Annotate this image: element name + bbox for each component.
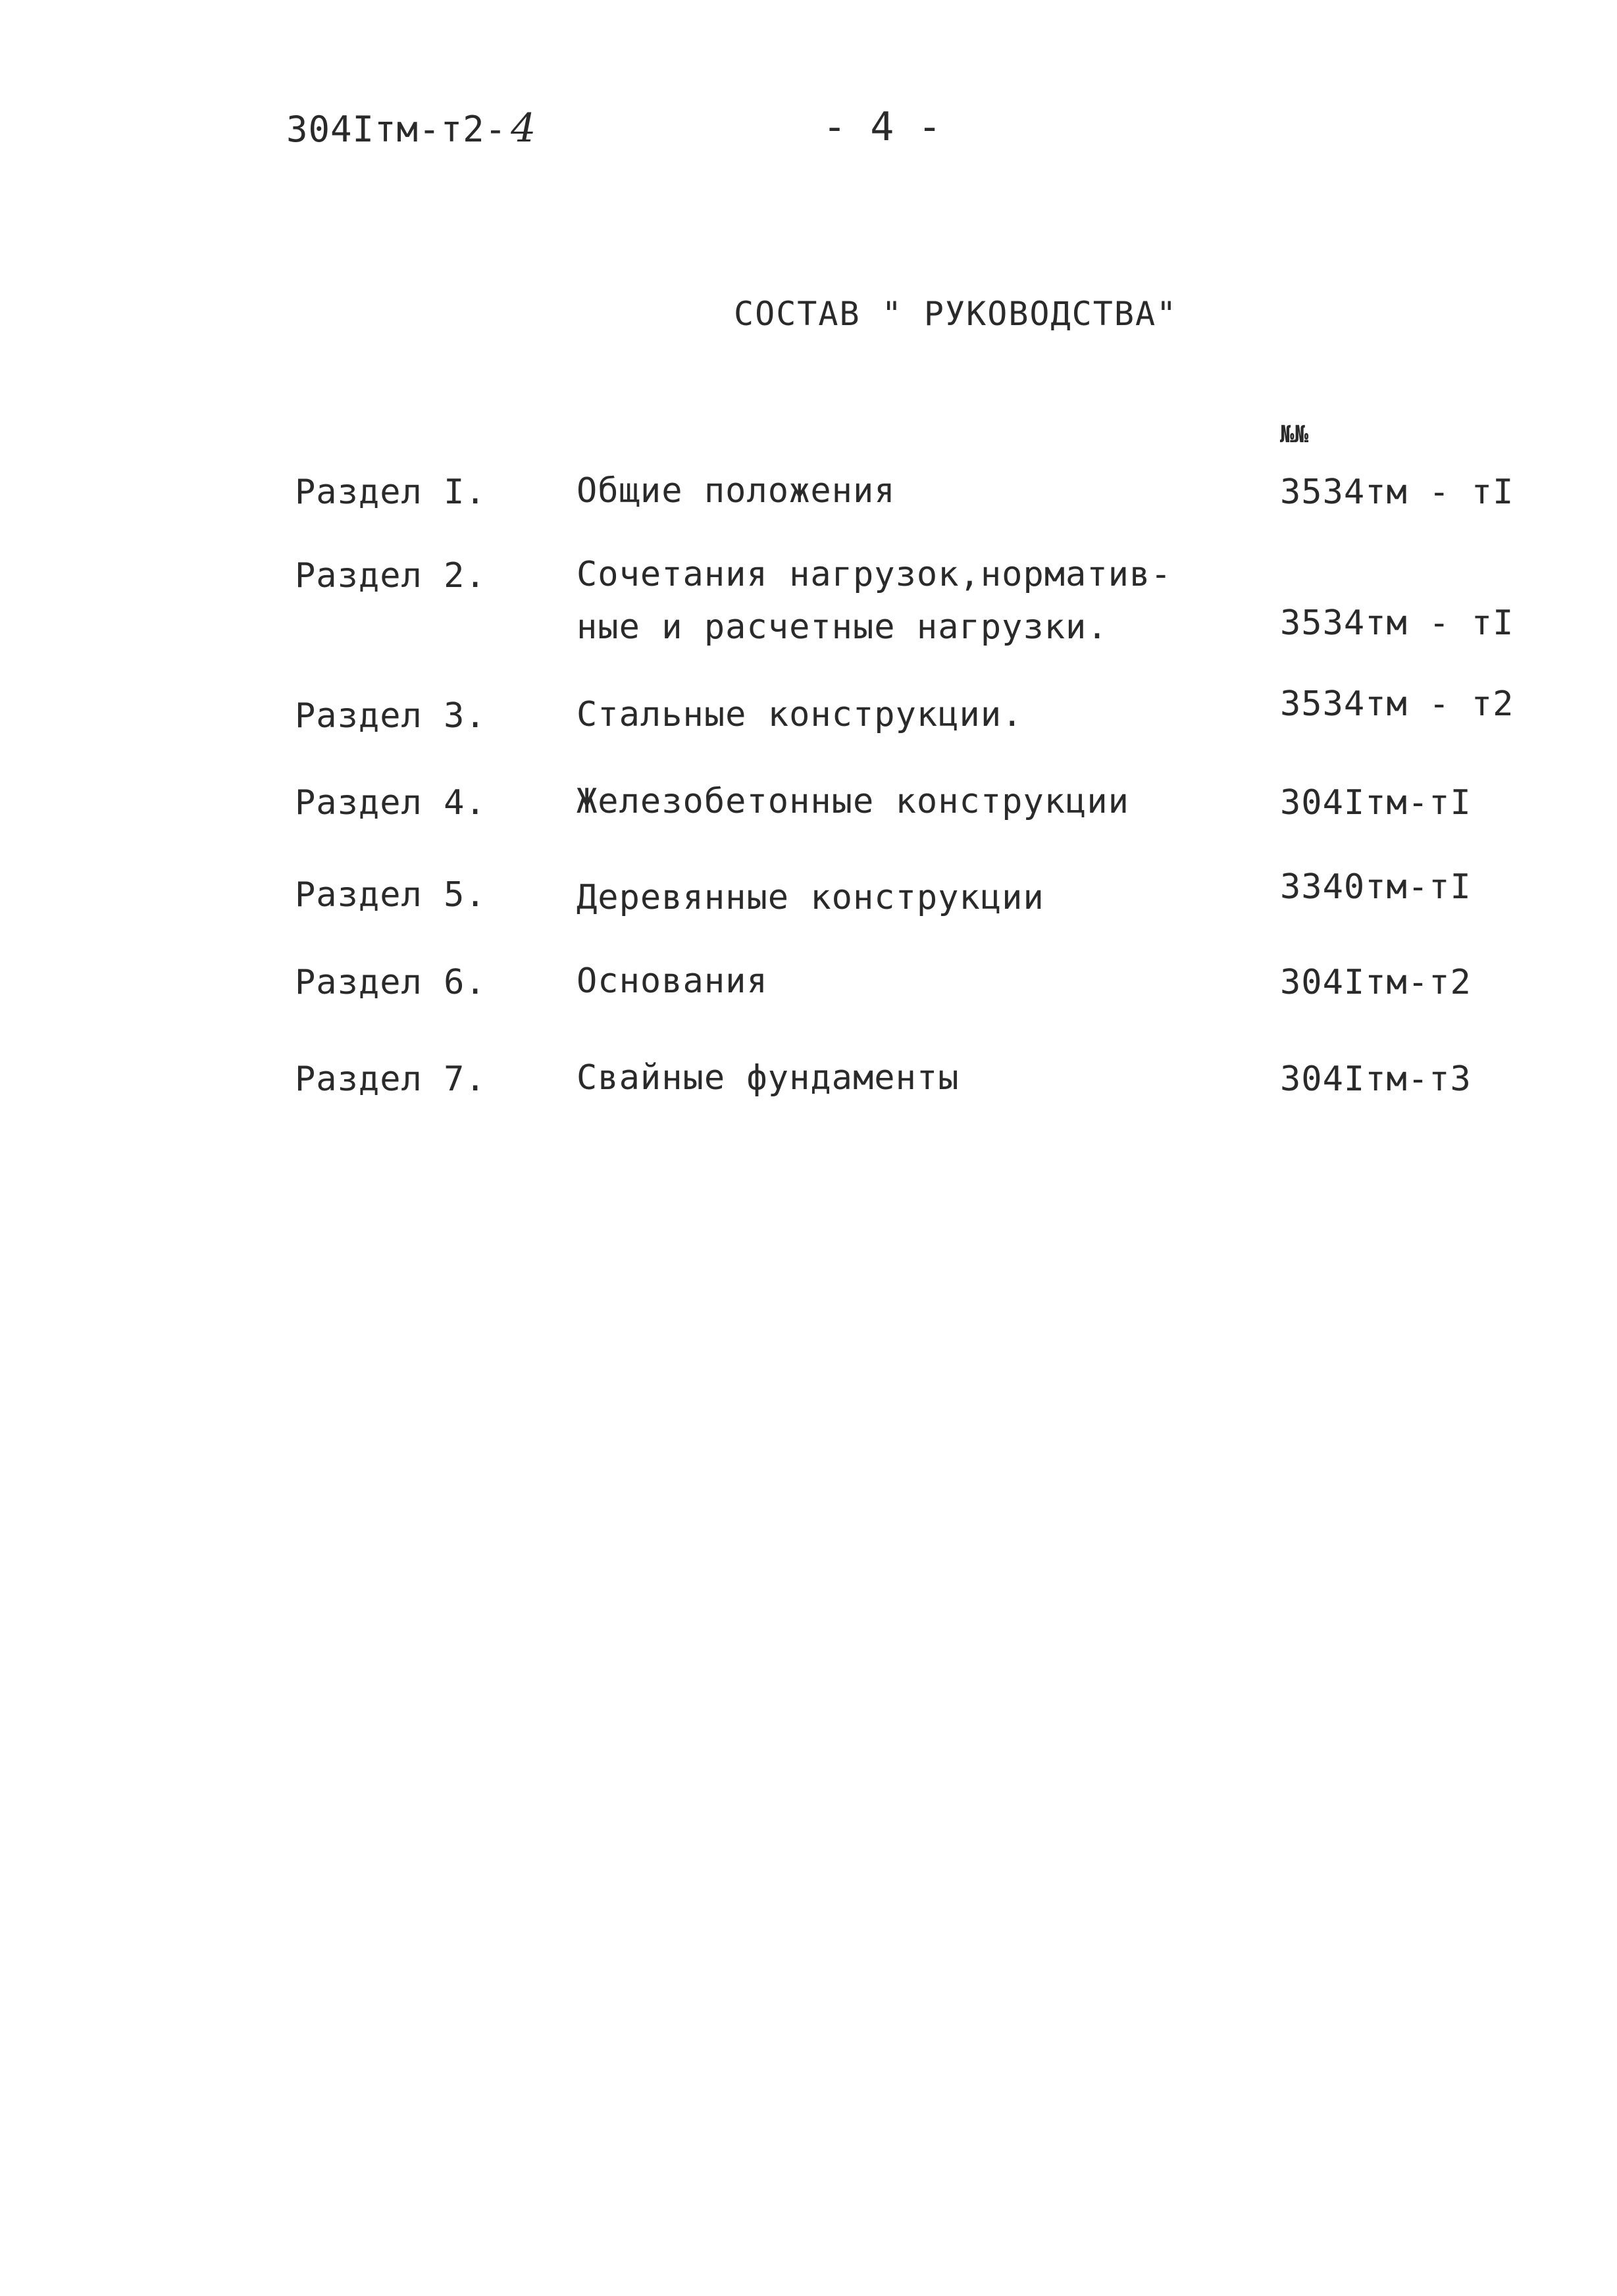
section-label: Раздел I. [295, 472, 486, 512]
section-code: 3534тм - тI [1280, 603, 1514, 643]
section-description [577, 775, 1129, 828]
document-code [286, 105, 536, 151]
section-label: Раздел 7. [295, 1059, 486, 1099]
section-code: 304Iтм-тI [1280, 783, 1472, 823]
section-description-line: Свайные фундаменты [577, 1058, 960, 1098]
section-code: 3534тм - тI [1280, 472, 1514, 512]
section-code: 3534тм - т2 [1280, 684, 1514, 724]
section-code: 304Iтм-т2 [1280, 963, 1472, 1002]
section-label: Раздел 6. [295, 963, 486, 1002]
section-description-line: ные и расчетные нагрузки. [577, 607, 1108, 647]
page-title: СОСТАВ " РУКОВОДСТВА" [734, 295, 1178, 333]
section-code: 304Iтм-т3 [1280, 1059, 1472, 1099]
section-description [577, 871, 1044, 924]
section-description [577, 548, 1172, 653]
section-description-line: Основания [577, 961, 768, 1001]
section-description-line: Стальные конструкции. [577, 695, 1023, 734]
section-description-line: Деревянные конструкции [577, 878, 1044, 917]
section-description [577, 955, 768, 1008]
handwritten-sheet-mark: 4 [511, 105, 537, 151]
section-description [577, 1052, 960, 1104]
section-code: 3340тм-тI [1280, 867, 1472, 907]
section-description-line: Сочетания нагрузок,норматив- [577, 555, 1172, 594]
section-label: Раздел 3. [295, 696, 486, 736]
section-description [577, 688, 1023, 741]
section-label: Раздел 2. [295, 556, 486, 596]
document-code-text: 304Iтм-т2- [286, 109, 507, 150]
section-label: Раздел 4. [295, 783, 486, 823]
column-header-numbers: №№ [1280, 421, 1309, 448]
section-description-line: Общие положения [577, 471, 896, 511]
section-description-line: Железобетонные конструкции [577, 782, 1129, 821]
section-description [577, 465, 896, 517]
page-number: - 4 - [823, 104, 942, 150]
section-label: Раздел 5. [295, 875, 486, 915]
